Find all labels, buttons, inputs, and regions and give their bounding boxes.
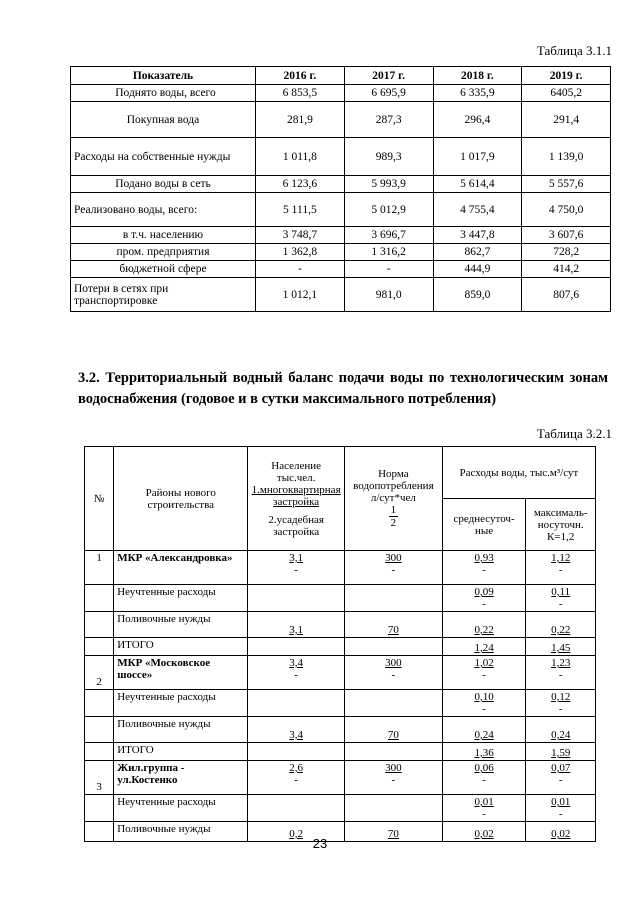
row-district: Неучтенные расходы	[114, 585, 248, 612]
norm-cell-value: 70	[387, 624, 399, 636]
row-value: 5 012,9	[344, 193, 433, 227]
row-value: 6405,2	[522, 85, 611, 102]
col-flow-header: Расходы воды, тыс.м³/сут	[442, 447, 595, 499]
row-number: 1	[85, 551, 114, 585]
row-number	[85, 795, 114, 822]
population-cell	[248, 612, 345, 638]
max-flow-cell-value-2: -	[558, 774, 563, 786]
norm-cell	[345, 761, 443, 795]
col-district-header: Районы нового строительства	[114, 447, 248, 551]
table-3-1-1-caption: Таблица 3.1.1	[536, 43, 612, 58]
row-number	[85, 690, 114, 717]
population-cell	[248, 795, 345, 822]
table-row	[71, 193, 611, 227]
page-number: 23	[312, 836, 328, 851]
max-flow-cell-value: 0,22	[551, 624, 571, 636]
max-flow-cell-value-2: -	[558, 564, 563, 576]
max-flow-cell-value: 1,59	[551, 747, 571, 759]
norm-cell-value-2: -	[391, 669, 396, 681]
row-value: 3 696,7	[344, 227, 433, 244]
norm-cell	[345, 743, 443, 761]
population-cell-value-2: -	[294, 564, 298, 576]
max-flow-cell	[526, 795, 596, 822]
norm-cell	[345, 656, 443, 690]
table-3-2-1-caption: Таблица 3.2.1	[536, 426, 612, 441]
population-cell	[248, 761, 345, 795]
row-value: 862,7	[433, 244, 522, 261]
row-value: 4 755,4	[433, 193, 522, 227]
norm-cell-value: 300	[385, 552, 402, 564]
row-label: бюджетной сфере	[71, 261, 256, 278]
row-value: 281,9	[256, 102, 345, 138]
table-row	[71, 102, 611, 138]
max-flow-cell	[526, 612, 596, 638]
section-heading: 3.2. Территориальный водный баланс подачи воды по технологическим зонам водоснабжения (годовое и в сутки максимального потребления)	[78, 370, 608, 407]
row-label: Расходы на собственные нужды	[71, 138, 256, 176]
pop-header-a: Население тыс.чел.	[271, 459, 322, 484]
norm-fraction-den: 2	[390, 517, 397, 529]
row-value: 5 557,6	[522, 176, 611, 193]
row-district: Поливочные нужды	[114, 612, 248, 638]
table-row	[85, 585, 596, 612]
row-value: 5 111,5	[256, 193, 345, 227]
population-cell	[248, 743, 345, 761]
row-value: -	[256, 261, 345, 278]
header-indicator: Показатель	[71, 67, 256, 85]
row-value: 444,9	[433, 261, 522, 278]
row-value: 1 012,1	[256, 278, 345, 312]
row-value: 1 011,8	[256, 138, 345, 176]
row-number	[85, 638, 114, 656]
population-cell-value-2: -	[294, 669, 298, 681]
table-row	[85, 551, 596, 585]
norm-header-text: Норма водопотребления л/сут*чел	[353, 468, 434, 504]
avg-flow-cell	[442, 690, 526, 717]
max-flow-cell	[526, 551, 596, 585]
row-value: 4 750,0	[522, 193, 611, 227]
row-district: МКР «Александровка»	[114, 551, 248, 585]
avg-flow-cell-value: 0,22	[474, 624, 494, 636]
header-year: 2017 г.	[344, 67, 433, 85]
norm-cell	[345, 795, 443, 822]
row-label: Поднято воды, всего	[71, 85, 256, 102]
row-number	[85, 717, 114, 743]
avg-flow-cell-value: 1,02	[474, 657, 494, 669]
avg-flow-cell	[442, 656, 526, 690]
row-label: Потери в сетях при транспортировке	[71, 278, 256, 312]
population-cell-value: 0,2	[289, 828, 304, 840]
row-number: 2	[85, 656, 114, 690]
row-value: 1 017,9	[433, 138, 522, 176]
table-row	[85, 638, 596, 656]
col-avg-header: среднесуточ-ные	[442, 499, 526, 551]
row-label: Покупная вода	[71, 102, 256, 138]
norm-cell	[345, 612, 443, 638]
population-cell-value: 2,6	[289, 762, 304, 774]
header-year: 2019 г.	[522, 67, 611, 85]
pop-header-c: 2.усадебная застройка	[268, 513, 324, 538]
row-value: 1 316,2	[344, 244, 433, 261]
row-value: 989,3	[344, 138, 433, 176]
max-flow-cell-value: 0,02	[551, 828, 571, 840]
col-num-header: №	[85, 447, 114, 551]
row-label: пром. предприятия	[71, 244, 256, 261]
row-value: 1 362,8	[256, 244, 345, 261]
avg-flow-cell-value-2: -	[482, 564, 486, 576]
max-flow-cell-value: 0,24	[551, 729, 571, 741]
table-header-row	[71, 67, 611, 85]
row-value: 291,4	[522, 102, 611, 138]
header-year: 2018 г.	[433, 67, 522, 85]
avg-flow-cell-value: 1,24	[474, 642, 494, 654]
avg-flow-cell-value: 0,93	[474, 552, 494, 564]
col-norm-header	[345, 447, 443, 551]
avg-flow-cell-value-2: -	[482, 703, 486, 715]
avg-flow-cell	[442, 761, 526, 795]
avg-flow-cell	[442, 795, 526, 822]
table-row	[85, 612, 596, 638]
table-row	[71, 244, 611, 261]
pop-header-b: 1.многоквартирная застройка	[251, 483, 341, 508]
table-row	[71, 227, 611, 244]
row-district: Неучтенные расходы	[114, 690, 248, 717]
row-value: 296,4	[433, 102, 522, 138]
row-value: 287,3	[344, 102, 433, 138]
population-cell	[248, 656, 345, 690]
row-value: 6 853,5	[256, 85, 345, 102]
table-row	[85, 690, 596, 717]
max-flow-cell	[526, 638, 596, 656]
row-value: 6 123,6	[256, 176, 345, 193]
table-row	[85, 717, 596, 743]
table-row	[85, 761, 596, 795]
norm-cell	[345, 690, 443, 717]
max-flow-cell-value: 1,45	[551, 642, 571, 654]
norm-cell-value-2: -	[391, 564, 396, 576]
max-flow-cell	[526, 743, 596, 761]
row-district: Неучтенные расходы	[114, 795, 248, 822]
table-row	[71, 278, 611, 312]
population-cell-value: 3,1	[289, 624, 304, 636]
population-cell	[248, 690, 345, 717]
avg-flow-cell	[442, 717, 526, 743]
row-value: 3 748,7	[256, 227, 345, 244]
max-flow-cell	[526, 585, 596, 612]
row-number	[85, 612, 114, 638]
max-flow-cell-value: 0,01	[551, 796, 571, 808]
row-district: Поливочные нужды	[114, 717, 248, 743]
max-flow-cell-value: 0,11	[551, 586, 571, 598]
territorial-balance-table	[84, 446, 596, 842]
row-value: 3 447,8	[433, 227, 522, 244]
max-flow-cell	[526, 656, 596, 690]
avg-flow-cell-value: 0,01	[474, 796, 494, 808]
table-row	[71, 138, 611, 176]
row-label: Подано воды в сеть	[71, 176, 256, 193]
table-row	[85, 795, 596, 822]
avg-flow-cell	[442, 612, 526, 638]
row-district: Жил.группа - ул.Костенко	[114, 761, 248, 795]
row-district: Поливочные нужды	[114, 822, 248, 842]
table-row	[85, 656, 596, 690]
row-value: 728,2	[522, 244, 611, 261]
norm-cell	[345, 638, 443, 656]
norm-cell-value-2: -	[391, 774, 396, 786]
row-value: 414,2	[522, 261, 611, 278]
avg-flow-cell-value: 0,10	[474, 691, 494, 703]
table-row	[85, 743, 596, 761]
row-number	[85, 585, 114, 612]
row-district: ИТОГО	[114, 743, 248, 761]
avg-flow-cell-value: 1,36	[474, 747, 494, 759]
population-cell	[248, 717, 345, 743]
col-max-header: максималь-носуточн. К=1,2	[526, 499, 596, 551]
avg-flow-cell-value: 0,02	[474, 828, 494, 840]
max-flow-cell	[526, 761, 596, 795]
row-value: 3 607,6	[522, 227, 611, 244]
avg-flow-cell-value: 0,24	[474, 729, 494, 741]
avg-flow-cell-value-2: -	[482, 808, 486, 820]
norm-fraction	[389, 504, 399, 529]
row-number: 3	[85, 761, 114, 795]
row-value: 807,6	[522, 278, 611, 312]
row-value: 1 139,0	[522, 138, 611, 176]
avg-flow-cell-value: 0,09	[474, 586, 494, 598]
norm-cell-value: 300	[385, 657, 402, 669]
norm-cell	[345, 717, 443, 743]
max-flow-cell-value-2: -	[558, 808, 563, 820]
avg-flow-cell-value-2: -	[482, 598, 486, 610]
row-district: ИТОГО	[114, 638, 248, 656]
population-cell	[248, 551, 345, 585]
col-population-header	[248, 447, 345, 551]
max-flow-cell	[526, 717, 596, 743]
avg-flow-cell	[442, 551, 526, 585]
row-value: 6 335,9	[433, 85, 522, 102]
avg-flow-cell	[442, 638, 526, 656]
row-value: 5 993,9	[344, 176, 433, 193]
row-label: в т.ч. населению	[71, 227, 256, 244]
max-flow-cell-value-2: -	[558, 598, 563, 610]
avg-flow-cell-value-2: -	[482, 669, 486, 681]
row-value: 981,0	[344, 278, 433, 312]
header-year: 2016 г.	[256, 67, 345, 85]
table-row	[71, 85, 611, 102]
norm-cell-value: 300	[385, 762, 402, 774]
row-value: 859,0	[433, 278, 522, 312]
avg-flow-cell-value-2: -	[482, 774, 486, 786]
row-number	[85, 743, 114, 761]
norm-cell	[345, 551, 443, 585]
max-flow-cell-value: 0,12	[551, 691, 571, 703]
row-value: -	[344, 261, 433, 278]
table-row	[71, 176, 611, 193]
max-flow-cell	[526, 690, 596, 717]
norm-cell-value: 70	[387, 729, 399, 741]
max-flow-cell-value: 1,12	[551, 552, 571, 564]
population-cell	[248, 585, 345, 612]
table-row	[71, 261, 611, 278]
avg-flow-cell	[442, 743, 526, 761]
max-flow-cell-value: 0,07	[551, 762, 571, 774]
population-cell-value-2: -	[294, 774, 298, 786]
row-district: МКР «Московское шоссе»	[114, 656, 248, 690]
water-balance-table	[70, 66, 611, 312]
avg-flow-cell-value: 0,06	[474, 762, 494, 774]
norm-cell	[345, 585, 443, 612]
norm-fraction-num: 1	[390, 504, 397, 516]
norm-cell-value: 70	[387, 828, 399, 840]
population-cell	[248, 638, 345, 656]
avg-flow-cell	[442, 585, 526, 612]
population-cell-value: 3,4	[289, 657, 304, 669]
population-cell-value: 3,1	[289, 552, 304, 564]
max-flow-cell-value: 1,23	[551, 657, 571, 669]
max-flow-cell-value-2: -	[558, 703, 563, 715]
row-value: 6 695,9	[344, 85, 433, 102]
row-label: Реализовано воды, всего:	[71, 193, 256, 227]
population-cell-value: 3,4	[289, 729, 304, 741]
row-value: 5 614,4	[433, 176, 522, 193]
max-flow-cell-value-2: -	[558, 669, 563, 681]
